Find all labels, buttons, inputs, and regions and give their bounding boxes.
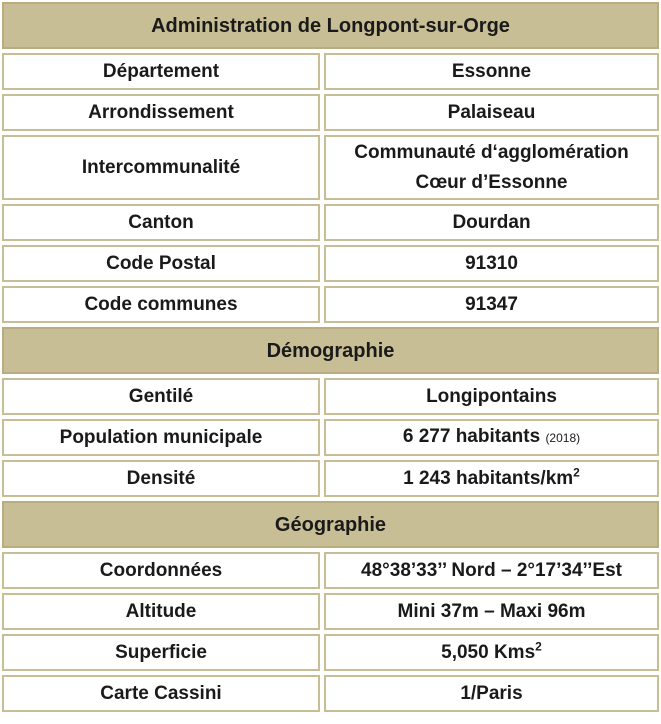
row-value-arrondissement: Palaiseau <box>324 94 659 131</box>
row-label-arrondissement: Arrondissement <box>2 94 320 131</box>
admin-table <box>2 0 659 716</box>
row-label-canton: Canton <box>2 204 320 241</box>
table-row <box>2 245 659 282</box>
table-row <box>2 634 659 671</box>
population-year: (2018) <box>545 431 581 445</box>
table-row <box>2 204 659 241</box>
section-row-geographie <box>2 501 659 548</box>
section-title-demographie: Démographie <box>2 327 659 374</box>
row-label-code-postal: Code Postal <box>2 245 320 282</box>
row-label-code-communes: Code communes <box>2 286 320 323</box>
table-row <box>2 460 659 497</box>
row-value-departement: Essonne <box>324 53 659 90</box>
table-row <box>2 286 659 323</box>
row-label-altitude: Altitude <box>2 593 320 630</box>
table-row <box>2 135 659 200</box>
row-value-canton: Dourdan <box>324 204 659 241</box>
row-value-carte-cassini: 1/Paris <box>324 675 659 712</box>
row-value-code-postal: 91310 <box>324 245 659 282</box>
row-label-gentile: Gentilé <box>2 378 320 415</box>
row-value-population <box>324 419 659 456</box>
section-title-geographie: Géographie <box>2 501 659 548</box>
population-value: 6 277 habitants <box>402 426 541 447</box>
table-row <box>2 53 659 90</box>
row-value-densite <box>324 460 659 497</box>
value-line-2: Cœur d’Essonne <box>415 171 568 193</box>
value-line-1: Communauté d‘agglomération <box>354 141 629 163</box>
row-value-code-communes: 91347 <box>324 286 659 323</box>
row-label-carte-cassini: Carte Cassini <box>2 675 320 712</box>
row-value-gentile: Longipontains <box>324 378 659 415</box>
table-row <box>2 94 659 131</box>
row-value-coordonnees: 48°38’33’’ Nord – 2°17’34’’Est <box>324 552 659 589</box>
row-value-intercommunalite <box>324 135 659 200</box>
superficie-value: 5,050 Kms <box>441 641 536 663</box>
table-title: Administration de Longpont-sur-Orge <box>2 2 659 49</box>
table-row <box>2 419 659 456</box>
title-row <box>2 2 659 49</box>
table-row <box>2 552 659 589</box>
row-value-altitude: Mini 37m – Maxi 96m <box>324 593 659 630</box>
table-row <box>2 378 659 415</box>
section-row-demographie <box>2 327 659 374</box>
row-label-coordonnees: Coordonnées <box>2 552 320 589</box>
densite-superscript: 2 <box>573 465 580 480</box>
table-row <box>2 675 659 712</box>
row-label-departement: Département <box>2 53 320 90</box>
row-label-densite: Densité <box>2 460 320 497</box>
row-label-intercommunalite: Intercommunalité <box>2 135 320 200</box>
row-label-superficie: Superficie <box>2 634 320 671</box>
superficie-superscript: 2 <box>535 639 542 654</box>
row-label-population: Population municipale <box>2 419 320 456</box>
table-row <box>2 593 659 630</box>
densite-value: 1 243 habitants/km <box>403 467 574 489</box>
row-value-superficie <box>324 634 659 671</box>
